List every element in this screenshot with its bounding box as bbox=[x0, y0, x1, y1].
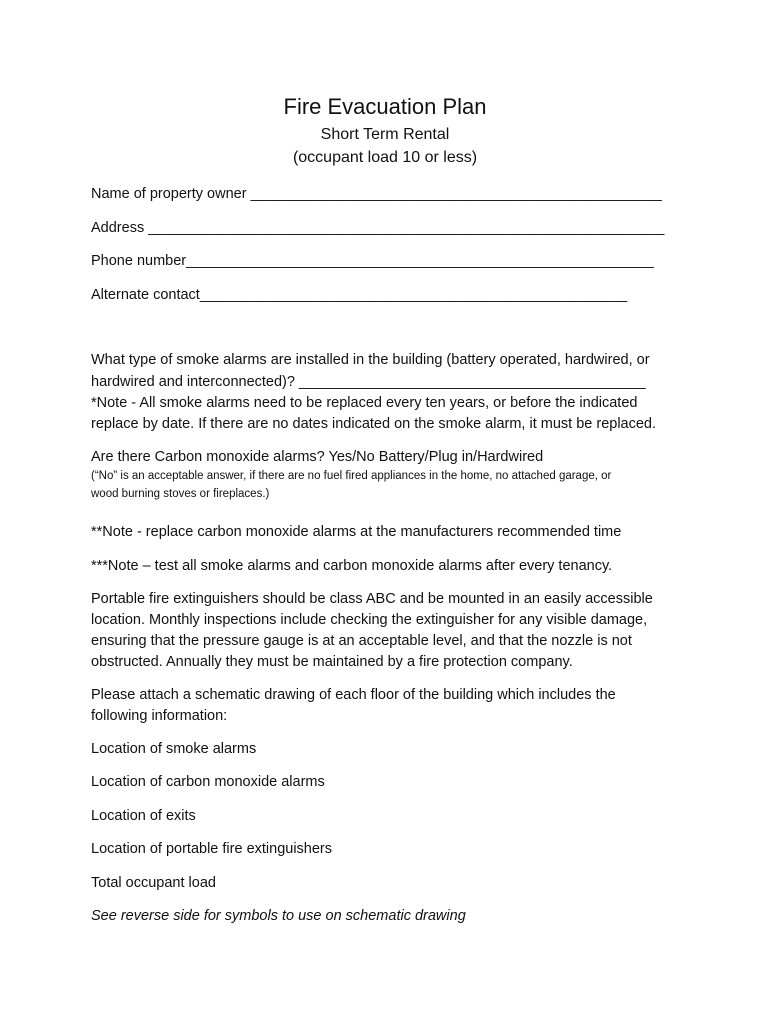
address-field[interactable]: Address ________________________________________________________________ bbox=[91, 220, 665, 236]
co-alarm-question: Are there Carbon monoxide alarms? Yes/No Battery/Plug in/Hardwired bbox=[91, 449, 544, 465]
list-item: Total occupant load bbox=[91, 875, 216, 891]
extinguisher-paragraph-line4: obstructed. Annually they must be maintained by a fire protection company. bbox=[91, 654, 573, 670]
extinguisher-paragraph-line3: ensuring that the pressure gauge is at an acceptable level, and that the nozzle is not bbox=[91, 633, 632, 649]
list-item: Location of carbon monoxide alarms bbox=[91, 774, 325, 790]
page-title: Fire Evacuation Plan bbox=[283, 94, 487, 119]
list-item: Location of exits bbox=[91, 808, 196, 824]
extinguisher-paragraph-line1: Portable fire extinguishers should be class ABC and be mounted in an easily accessible bbox=[91, 591, 653, 607]
list-item: Location of portable fire extinguishers bbox=[91, 841, 333, 857]
test-alarms-note: ***Note – test all smoke alarms and carbon monoxide alarms after every tenancy. bbox=[91, 558, 613, 574]
extinguisher-paragraph-line2: location. Monthly inspections include checking the extinguisher for any visible damage, bbox=[91, 612, 648, 628]
phone-field[interactable]: Phone number__________________________________________________________ bbox=[91, 253, 654, 269]
co-alarm-footnote-line1: (“No” is an acceptable answer, if there are no fuel fired appliances in the home, no attached garage, or bbox=[91, 470, 612, 482]
owner-field[interactable]: Name of property owner ___________________________________________________ bbox=[91, 186, 662, 202]
schematic-instructions-line1: Please attach a schematic drawing of each floor of the building which includes the bbox=[91, 687, 616, 703]
list-item: Location of smoke alarms bbox=[91, 741, 257, 757]
smoke-alarm-answer-field[interactable]: hardwired and interconnected)? ___________________________________________ bbox=[91, 374, 646, 390]
co-replacement-note: **Note - replace carbon monoxide alarms at the manufacturers recommended time bbox=[91, 524, 622, 540]
smoke-alarm-question: What type of smoke alarms are installed in the building (battery operated, hardwired, or bbox=[91, 352, 650, 368]
schematic-instructions-line2: following information: bbox=[91, 708, 228, 724]
alternate-contact-field[interactable]: Alternate contact_____________________________________________________ bbox=[91, 287, 628, 303]
page-subtitle: Short Term Rental bbox=[320, 126, 450, 143]
co-alarm-footnote-line2: wood burning stoves or fireplaces.) bbox=[91, 488, 270, 500]
smoke-alarm-note-line2: replace by date. If there are no dates indicated on the smoke alarm, it must be replaced. bbox=[91, 416, 657, 432]
smoke-alarm-note-line1: *Note - All smoke alarms need to be replaced every ten years, or before the indicated bbox=[91, 395, 638, 411]
reverse-side-note: See reverse side for symbols to use on schematic drawing bbox=[91, 908, 466, 924]
page-subtitle-occupancy: (occupant load 10 or less) bbox=[292, 149, 478, 166]
